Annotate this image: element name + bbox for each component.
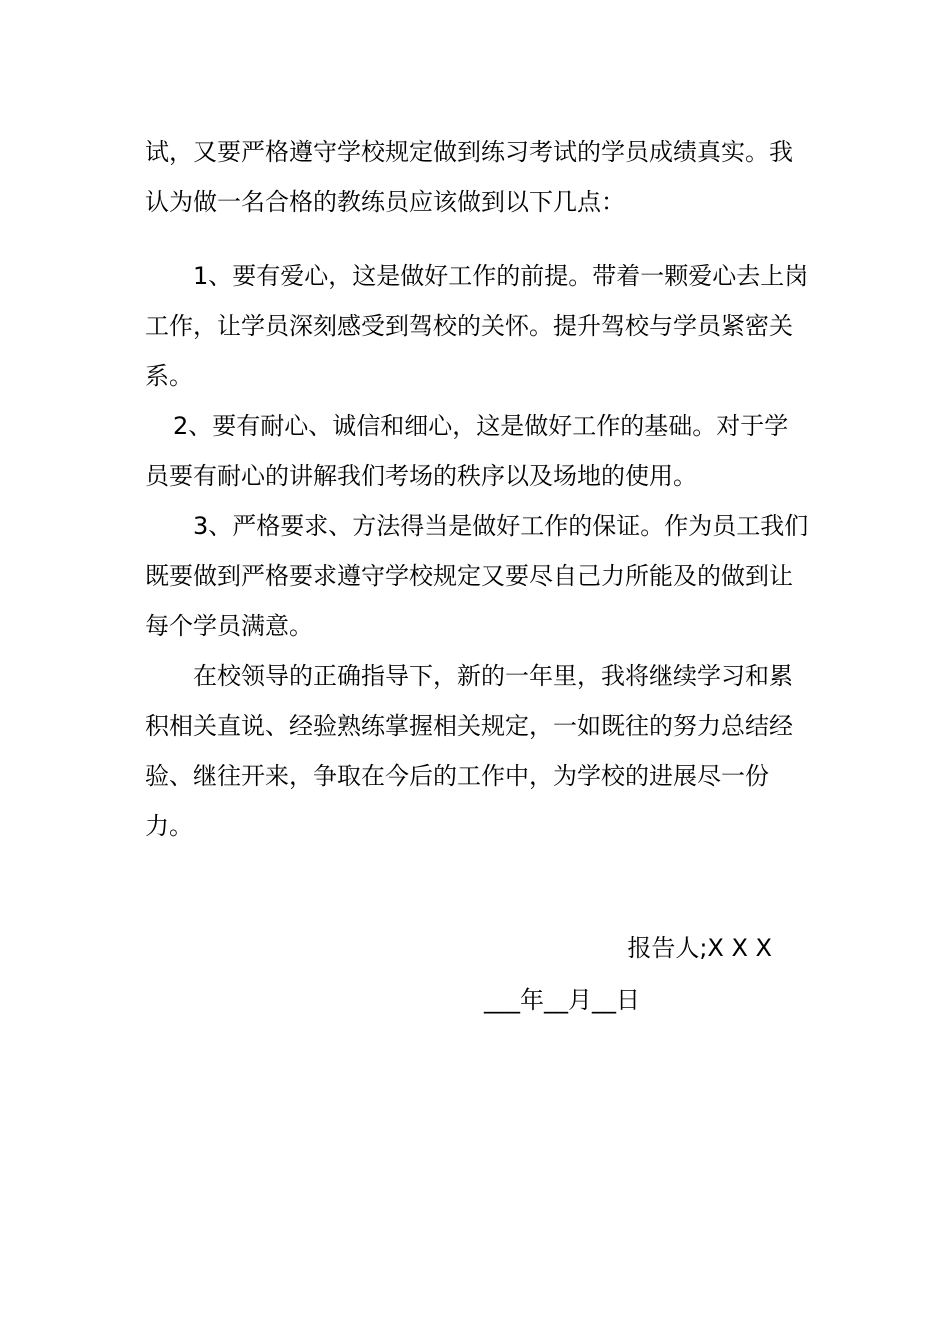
- document-body: [145, 127, 810, 851]
- paragraph-intro: 试，又要严格遵守学校规定做到练习考试的学员成绩真实。我认为做一名合格的教练员应该做到以下几点：: [145, 138, 793, 216]
- paragraph-point-3: 3、严格要求、方法得当是做好工作的保证。作为员工我们既要做到严格要求遵守学校规定又要尽自己力所能及的做到让每个学员满意。: [145, 512, 809, 640]
- paragraph-point-2: 2、要有耐心、诚信和细心，这是做好工作的基础。对于学员要有耐心的讲解我们考场的秩序以及场地的使用。: [145, 412, 789, 490]
- reporter-signature: 报告人;X X X: [627, 934, 772, 962]
- paragraph-point-1: 1、要有爱心，这是做好工作的前提。带着一颗爱心去上岗工作，让学员深刻感受到驾校的关怀。提升驾校与学员紧密关系。: [145, 262, 809, 390]
- paragraph-conclusion: 在校领导的正确指导下，新的一年里，我将继续学习和累积相关直说、经验熟练掌握相关规定，一如既往的努力总结经验、继往开来，争取在今后的工作中，为学校的进展尽一份力。: [145, 662, 793, 840]
- report-date: ___年__月__日: [484, 986, 640, 1014]
